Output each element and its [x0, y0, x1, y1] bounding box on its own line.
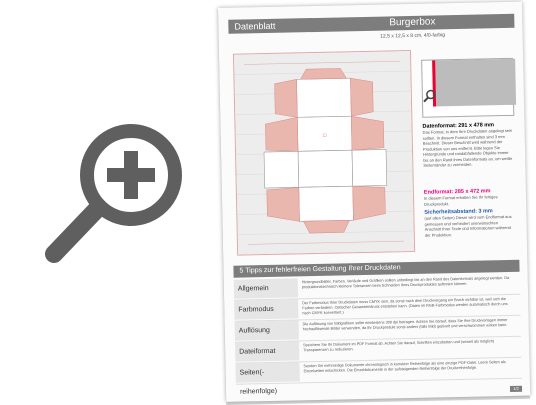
zoom-in-icon[interactable] — [38, 118, 190, 276]
tip-text: Hintergrundbilder, Farben, Verläufe und Grafiken sollten unbedingt bis an den Rand des Datenformats angelegt werden. Da produktionstechnisch kleinere Toleranzen beim Schneiden Ihres Druckproduktes auftreten können. — [301, 275, 510, 290]
page-number: 1/2 — [510, 386, 522, 392]
tip-text: Speichern Sie Ihr Dokument im PDF Format ab. Achten Sie darauf, Schriften einzubetten und (soweit als möglich) Transparenzen zu reduzieren. — [303, 339, 495, 353]
tip-label: Dateiformat — [235, 341, 299, 361]
tip-label: Auflösung — [235, 320, 299, 340]
safety-info — [424, 208, 515, 238]
dieline-diagram — [233, 50, 415, 256]
small-zoom-icon[interactable] — [423, 88, 437, 102]
end-format-title: Endformat: 285 x 472 mm — [423, 188, 491, 196]
tips-heading: 5 Tipps zur fehlerfreien Gestaltung Ihrer Druckdaten — [233, 260, 519, 278]
datasheet-page[interactable] — [218, 2, 530, 402]
tip-text: Senden Sie mehrseitige Dokumente chronologisch in korrekter Reihenfolge als eine einzige PDF-Datei. Leere Seiten als Einzelseiten mitschicken. Die Einzeldokumente in der aufsteigenden Reihenfolge der Druckreihenfolge. — [303, 360, 506, 374]
data-format-info — [422, 122, 513, 168]
format-info-column — [415, 48, 519, 250]
tip-label: Seiten(-reihenfolge) — [235, 362, 299, 382]
data-format-body: Das Format, in dem Ihre Druckdaten angelegt sein sollten. In diesem Format enthalten sind 3 mm Beschnitt. Dieser Beschnitt wird während der Produktion von uns entfernt. Bitte legen Sie Hintergründe und randabfallende Objekte immer bis an den Rand ihres Datenformats an, um weiße Seitenränder zu vermeiden. — [422, 127, 513, 168]
bleed-area — [432, 59, 516, 107]
data-format-title: Datenformat: 291 x 478 mm — [422, 122, 495, 130]
svg-text:□: □ — [323, 132, 327, 139]
safety-body: (auf allen Seiten) Dieser wird vom Endformat aus gemessen und verhindert unerwünschten Anschnitt Ihrer Texte und Informationen während der Produktion. — [424, 213, 512, 238]
tip-text: Der Farbmodus Ihrer Druckdaten muss CMYK sein, da sonst nach dem Druckvorgang ein Bruch sichtbar ist, weil sich die Farben verändern. Optischer Gesamteindruck entstehen kann. (Daten im RGB-Farbmodus werden automatisch durch uns nach CMYK konvertiert.) — [302, 297, 508, 315]
product-title: Burgerbox — [310, 14, 514, 32]
end-format-info — [424, 188, 514, 207]
product-subtitle: 12,5 x 12,5 x 8 cm, 4/0-farbig — [380, 32, 446, 40]
safety-title: Sicherheitsabstand: 3 mm — [424, 208, 493, 216]
section-label: Datenblatt — [228, 18, 312, 34]
end-format-body: In diesem Format erhalten Sie Ihr fertiges Druckprodukt. — [423, 194, 498, 207]
tip-label: Allgemein — [234, 278, 298, 298]
tip-label: Farbmodus — [234, 299, 298, 319]
tip-text: Die Auflösung von Bildgrafiken sollte mindestens 300 dpi betragen. Achten Sie darauf, dass Sie Ihre Druckvorlagen immer hochauflösende Bilder verwenden, da Ihr Druckprodukt sonst anders (falls Bild) gepixelt und verschwommen wirken kann. — [302, 318, 508, 332]
corner-detail-thumbnail — [421, 58, 514, 118]
